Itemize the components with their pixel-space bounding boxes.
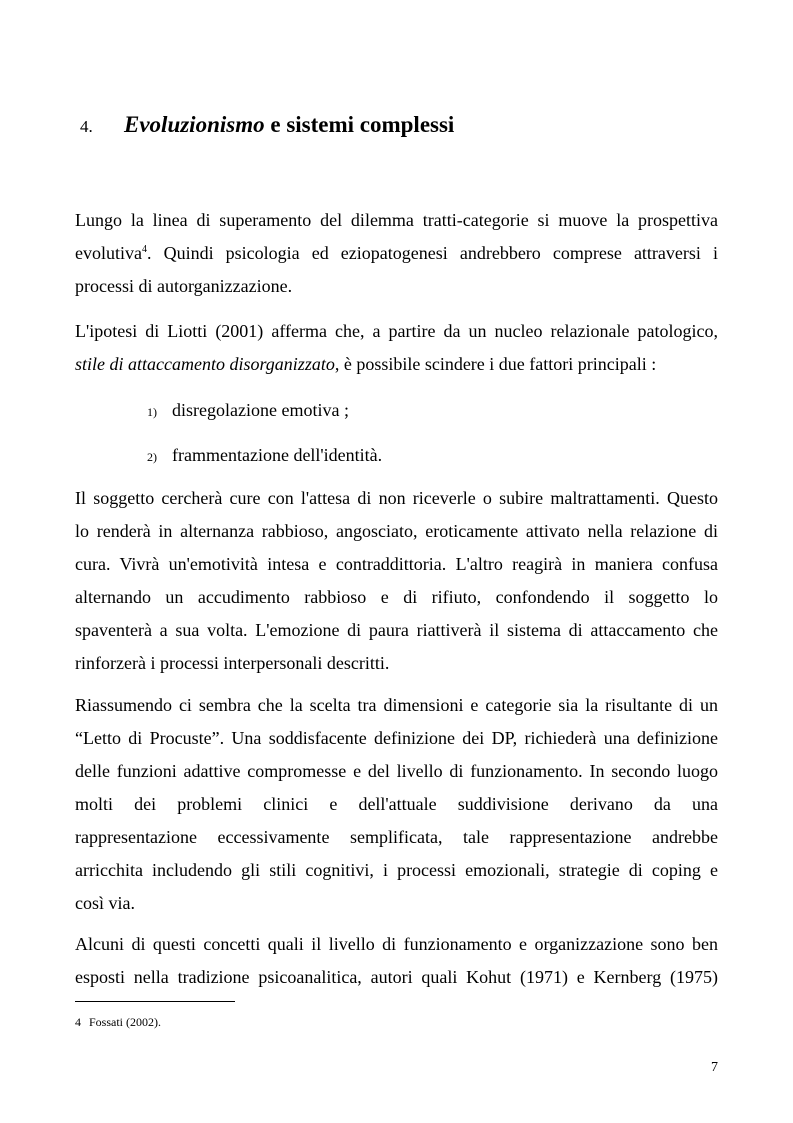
text-line: lo renderà in alternanza rabbioso, angosciato, eroticamente attivato nella relazione di <box>75 521 718 541</box>
paragraph-2 <box>75 315 718 381</box>
text-line: Lungo la linea di superamento del dilemma tratti-categorie si muove la prospettiva <box>75 210 718 230</box>
list-text: frammentazione dell'identità. <box>172 445 383 465</box>
footnote-text: Fossati (2002). <box>89 1015 161 1029</box>
text-line: esposti nella tradizione psicoanalitica, autori quali Kohut (1971) e Kernberg (1975) <box>75 967 718 987</box>
list-number: 1) <box>147 405 157 419</box>
section-heading <box>80 112 454 138</box>
emphasis-text: stile di attaccamento disorganizzato <box>75 354 335 374</box>
text-line: rinforzerà i processi interpersonali descritti. <box>75 653 390 673</box>
footnote-number: 4 <box>75 1015 81 1029</box>
list-number: 2) <box>147 450 157 464</box>
text-line: evolutiva$^4$. Quindi psicologia ed eziopatogenesi andrebbero comprese attraversi i <box>75 243 718 263</box>
footnote <box>75 1015 161 1030</box>
text-line: così via. <box>75 893 135 913</box>
footnote-divider <box>75 1001 235 1002</box>
text-line: processi di autorganizzazione. <box>75 276 293 296</box>
text-line: rappresentazione eccessivamente semplificata, tale rappresentazione andrebbe <box>75 827 718 847</box>
paragraph-4 <box>75 689 718 920</box>
paragraph-1 <box>75 204 718 303</box>
text-line: Riassumendo ci sembra che la scelta tra dimensioni e categorie sia la risultante di un <box>75 695 718 715</box>
text-line: molti dei problemi clinici e dell'attuale suddivisione derivano da una <box>75 794 718 814</box>
list-item <box>147 399 349 423</box>
page-number: 7 <box>711 1060 718 1075</box>
section-title-emphasis: Evoluzionismo <box>124 112 265 137</box>
text-line: “Letto di Procuste”. Una soddisfacente definizione dei DP, richiederà una definizione <box>75 728 718 748</box>
text-line: L'ipotesi di Liotti (2001) afferma che, a partire da un nucleo relazionale patologico, <box>75 321 718 341</box>
footnote-ref[interactable]: 4 <box>141 244 147 255</box>
list-text: disregolazione emotiva ; <box>172 400 349 420</box>
text-line: stile di attaccamento disorganizzato, è possibile scindere i due fattori principali : <box>75 354 657 374</box>
text-line: delle funzioni adattive compromesse e del livello di funzionamento. In secondo luogo <box>75 761 718 781</box>
paragraph-3 <box>75 482 718 680</box>
text-line: Il soggetto cercherà cure con l'attesa di non riceverle o subire maltrattamenti. Questo <box>75 488 718 508</box>
text-line: spaventerà a sua volta. L'emozione di paura riattiverà il sistema di attaccamento che <box>75 620 718 640</box>
text-line: cura. Vivrà un'emotività intesa e contraddittoria. L'altro reagirà in maniera confusa <box>75 554 718 574</box>
text-line: alternando un accudimento rabbioso e di rifiuto, confondendo il soggetto lo <box>75 587 718 607</box>
list-item <box>147 444 382 468</box>
text-line: Alcuni di questi concetti quali il livello di funzionamento e organizzazione sono ben <box>75 934 718 954</box>
text-line: arricchita includendo gli stili cognitivi, i processi emozionali, strategie di coping e <box>75 860 718 880</box>
section-title-rest: e sistemi complessi <box>264 112 455 137</box>
paragraph-5 <box>75 928 718 994</box>
section-number: 4. <box>80 117 93 136</box>
